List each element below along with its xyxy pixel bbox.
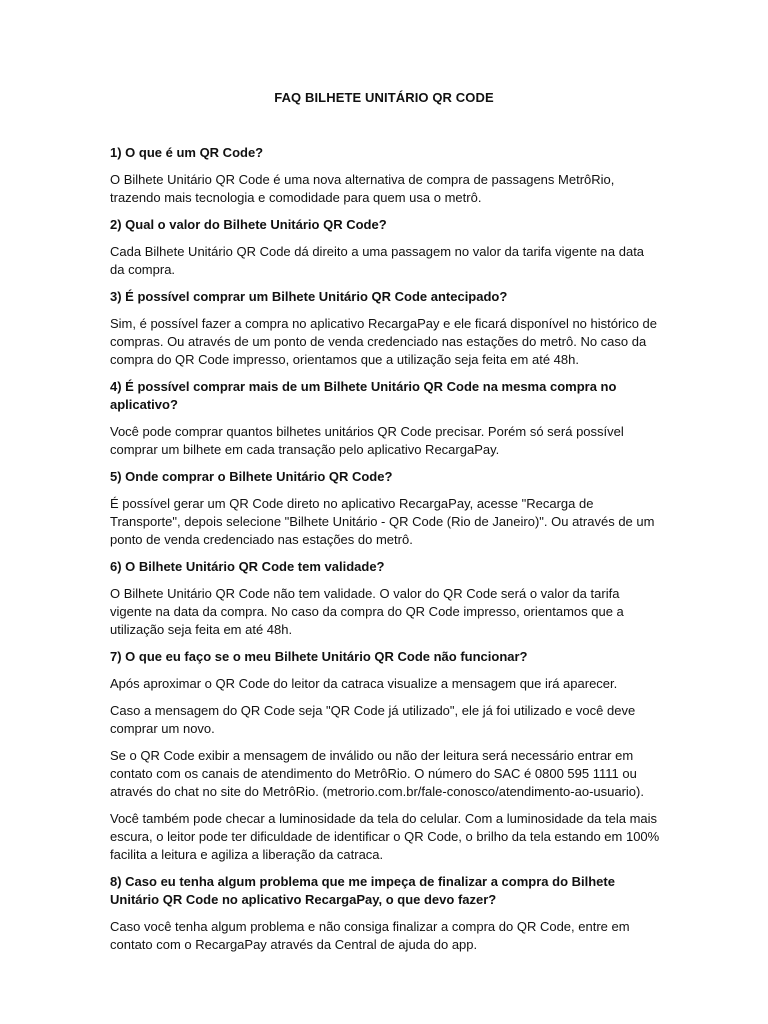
faq-answer: Caso você tenha algum problema e não consiga finalizar a compra do QR Code, entre em contato com o RecargaPay através da Central de ajuda do app. (110, 919, 630, 952)
faq-question: 2) Qual o valor do Bilhete Unitário QR Code? (110, 217, 387, 232)
faq-answer: Caso a mensagem do QR Code seja "QR Code já utilizado", ele já foi utilizado e você deve comprar um novo. (110, 703, 636, 736)
faq-question: 4) É possível comprar mais de um Bilhete Unitário QR Code na mesma compra no aplicativo? (110, 379, 617, 412)
faq-answer: Cada Bilhete Unitário QR Code dá direito a uma passagem no valor da tarifa vigente na data da compra. (110, 244, 645, 277)
faq-item (110, 873, 662, 954)
faq-question: 3) É possível comprar um Bilhete Unitário QR Code antecipado? (110, 289, 508, 304)
faq-item (110, 144, 662, 207)
faq-item (110, 468, 662, 549)
document-title: FAQ BILHETE UNITÁRIO QR CODE (274, 90, 494, 105)
faq-question: 6) O Bilhete Unitário QR Code tem validade? (110, 559, 385, 574)
faq-answer: É possível gerar um QR Code direto no aplicativo RecargaPay, acesse "Recarga de Transporte", depois selecione "Bilhete Unitário - QR Code (Rio de Janeiro)". Ou através de um ponto de venda credenciado nas estações do metrô. (110, 496, 655, 547)
faq-question: 8) Caso eu tenha algum problema que me impeça de finalizar a compra do Bilhete Unitário QR Code no aplicativo RecargaPay, o que devo fazer? (110, 874, 615, 907)
faq-question: 7) O que eu faço se o meu Bilhete Unitário QR Code não funcionar? (110, 649, 528, 664)
faq-question: 5) Onde comprar o Bilhete Unitário QR Code? (110, 469, 393, 484)
faq-answer: O Bilhete Unitário QR Code não tem validade. O valor do QR Code será o valor da tarifa vigente na data da compra. No caso da compra do QR Code impresso, orientamos que a utilização seja feita em até 48h. (110, 586, 624, 637)
faq-item (110, 216, 662, 279)
faq-answer: Após aproximar o QR Code do leitor da catraca visualize a mensagem que irá aparecer. (110, 676, 618, 691)
faq-question: 1) O que é um QR Code? (110, 145, 264, 160)
faq-answer: O Bilhete Unitário QR Code é uma nova alternativa de compra de passagens MetrôRio, trazendo mais tecnologia e comodidade para quem usa o metrô. (110, 172, 615, 205)
faq-answer: Você pode comprar quantos bilhetes unitários QR Code precisar. Porém só será possível comprar um bilhete em cada transação pelo aplicativo RecargaPay. (110, 424, 624, 457)
faq-item (110, 288, 662, 369)
faq-list (110, 144, 662, 963)
faq-answer: Você também pode checar a luminosidade da tela do celular. Com a luminosidade da tela mais escura, o leitor pode ter dificuldade de identificar o QR Code, o brilho da tela estando em 100% facilita a leitura e agiliza a liberação da catraca. (110, 811, 660, 862)
faq-item (110, 378, 662, 459)
faq-item (110, 648, 662, 864)
faq-answer: Se o QR Code exibir a mensagem de inválido ou não der leitura será necessário entrar em contato com os canais de atendimento do MetrôRio. O número do SAC é 0800 595 1111 ou através do chat no site do MetrôRio. (metrorio.com.br/fale-conosco/atendimento-ao-usuario). (110, 748, 644, 799)
faq-item (110, 558, 662, 639)
faq-answer: Sim, é possível fazer a compra no aplicativo RecargaPay e ele ficará disponível no histórico de compras. Ou através de um ponto de venda credenciado nas estações do metrô. No caso da compra do QR Code impresso, orientamos que a utilização seja feita em até 48h. (110, 316, 658, 367)
